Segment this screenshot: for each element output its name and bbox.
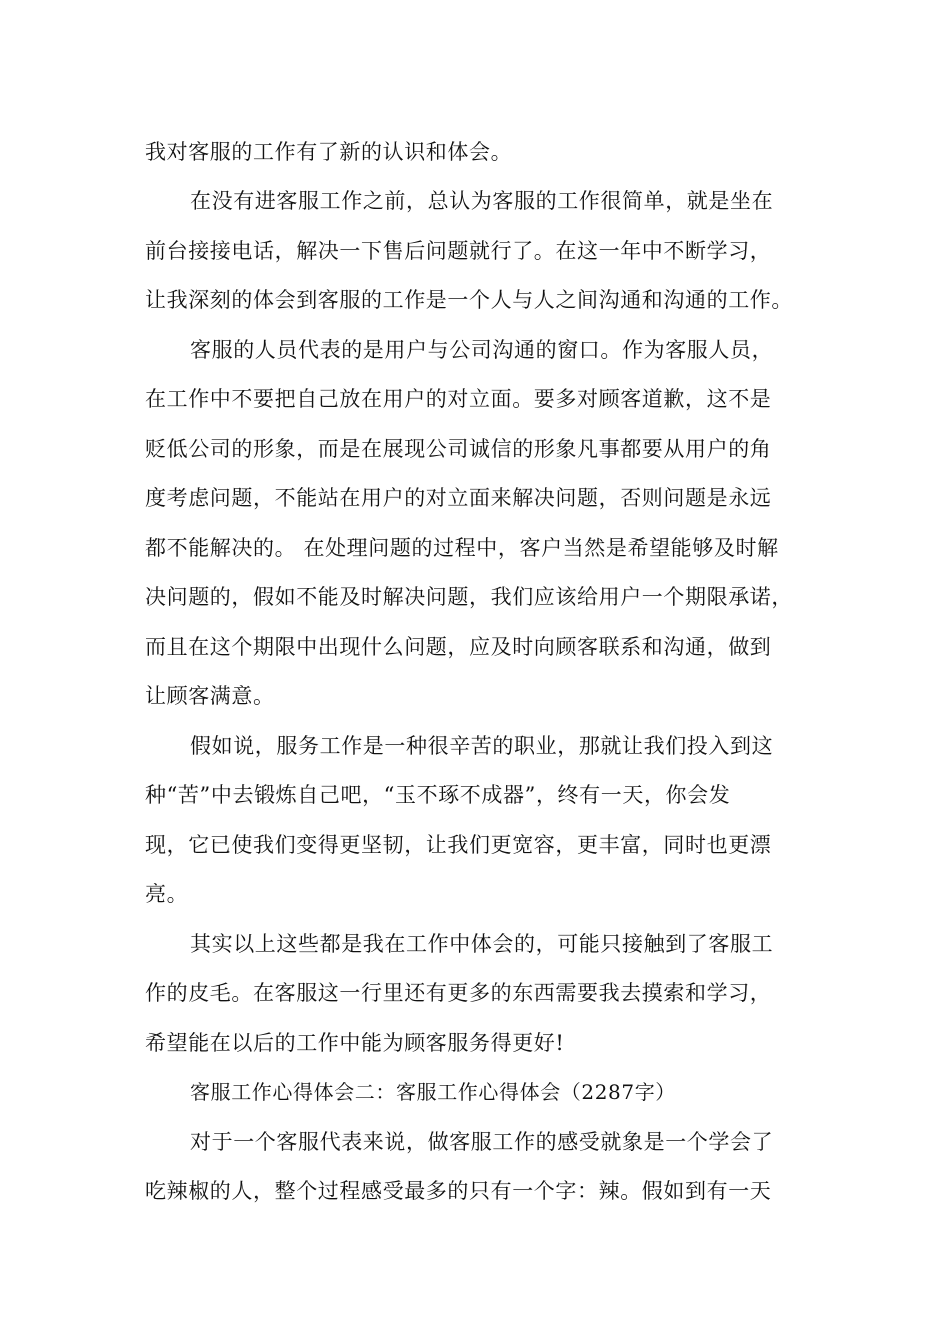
text-line: 对于一个客服代表来说，做客服工作的感受就象是一个学会了 — [190, 1130, 774, 1154]
text-line: 亮。 — [145, 882, 189, 906]
text-line: 其实以上这些都是我在工作中体会的，可能只接触到了客服工 — [190, 932, 774, 956]
text-line: 作的皮毛。在客服这一行里还有更多的东西需要我去摸索和学习， — [145, 981, 772, 1005]
text-line: 现，它已使我们变得更坚韧，让我们更宽容，更丰富，同时也更漂 — [145, 833, 772, 857]
text-line: 吃辣椒的人，整个过程感受最多的只有一个字：辣。假如到有一天 — [145, 1179, 772, 1203]
text-line: 在工作中不要把自己放在用户的对立面。要多对顾客道歉，这不是 — [145, 387, 772, 411]
text-line: 贬低公司的形象，而是在展现公司诚信的形象凡事都要从用户的角 — [145, 437, 772, 461]
text-line: 而且在这个期限中出现什么问题，应及时向顾客联系和沟通，做到 — [145, 635, 772, 659]
text-line: 在没有进客服工作之前，总认为客服的工作很简单，就是坐在 — [190, 189, 774, 213]
text-line: 度考虑问题，不能站在用户的对立面来解决问题，否则问题是永远 — [145, 486, 772, 510]
text-line: 让我深刻的体会到客服的工作是一个人与人之间沟通和沟通的工作。 — [145, 288, 793, 312]
text-line: 假如说，服务工作是一种很辛苦的职业，那就让我们投入到这 — [190, 734, 774, 758]
text-line: 种“苦”中去锻炼自己吧，“玉不琢不成器”，终有一天，你会发 — [145, 783, 731, 807]
text-line: 决问题的，假如不能及时解决问题，我们应该给用户一个期限承诺， — [145, 585, 793, 609]
text-line: 都不能解决的。 在处理问题的过程中，客户当然是希望能够及时解 — [145, 536, 779, 560]
text-line: 让顾客满意。 — [145, 684, 275, 708]
text-line: 前台接接电话，解决一下售后问题就行了。在这一年中不断学习， — [145, 239, 772, 263]
text-line: 我对客服的工作有了新的认识和体会。 — [145, 140, 513, 164]
text-line: 希望能在以后的工作中能为顾客服务得更好! — [145, 1031, 565, 1055]
section-heading: 客服工作心得体会二：客服工作心得体会（2287字） — [190, 1080, 676, 1104]
text-line: 客服的人员代表的是用户与公司沟通的窗口。作为客服人员， — [190, 338, 774, 362]
